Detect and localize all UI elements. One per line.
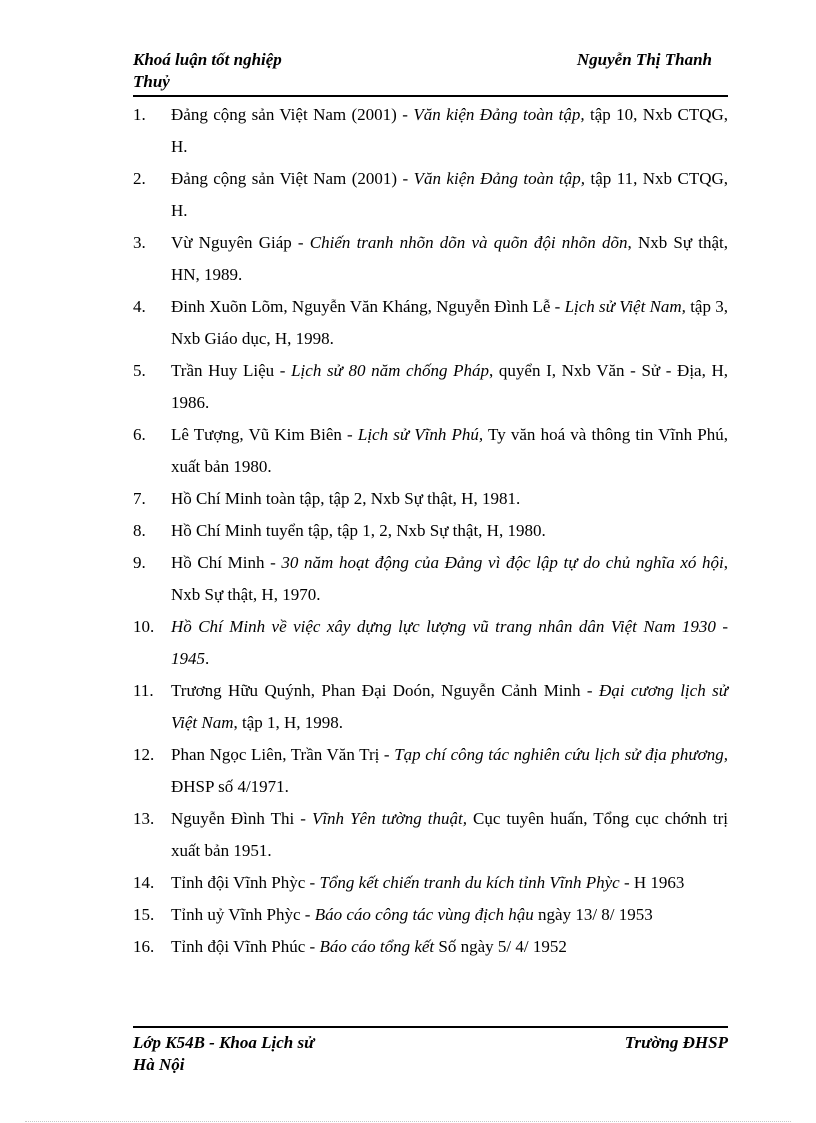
reference-number: 7. [133,489,146,508]
author-name: Nguyễn Thị Thanh [576,50,712,69]
thesis-title: Khoá luận tốt nghiệp [133,50,282,69]
reference-publication: , tập 1, H, 1998. [233,713,344,732]
reference-title: Văn kiện Đảng toàn tập, [413,169,586,188]
reference-title: Đại cương lịch sử Việt Nam [171,681,728,732]
reference-number: 8. [133,521,146,540]
reference-item [133,867,728,899]
reference-item [133,355,728,419]
reference-item [133,291,728,355]
reference-item [133,739,728,803]
reference-number: 14. [133,873,155,892]
reference-publication: ĐHSP số 4/1971. [171,777,289,796]
reference-title: Chiến tranh nhõn dõn và quõn đội nhõn dõn [309,233,628,252]
reference-authors: Tỉnh uỷ Vĩnh Phỳc - [171,905,315,924]
reference-number: 16. [133,937,155,956]
reference-authors: Đinh Xuõn Lõm, Nguyễn Văn Kháng, Nguyễn Đình Lễ - [171,297,565,316]
reference-number: 10. [133,617,155,636]
page-bottom-rule [25,1121,791,1122]
reference-title: Tổng kết chiến tranh du kích tỉnh Vĩnh Phỳc [319,873,620,892]
reference-publication: , Nxb Sự thật, H, 1970. [171,553,728,604]
reference-publication: tập 3, Nxb Giáo dục, H, 1998. [171,297,728,348]
reference-number: 13. [133,809,155,828]
page-header [133,49,728,97]
reference-item [133,227,728,291]
author-name-continued: Thuỷ [133,72,170,91]
reference-authors: Tỉnh đội Vĩnh Phúc - [171,937,320,956]
page-footer [133,1026,728,1080]
reference-title: Văn kiện Đảng toàn tập, [413,105,585,124]
reference-item [133,899,728,931]
reference-item [133,99,728,163]
reference-publication: . [205,649,210,668]
reference-item [133,931,728,963]
reference-title: Lịch sử Vĩnh Phú, [357,425,484,444]
reference-number: 3. [133,233,146,252]
reference-publication: - H 1963 [619,873,685,892]
reference-authors: Trần Huy Liệu - [171,361,292,380]
reference-number: 5. [133,361,146,380]
reference-publication: tập 10, Nxb CTQG, H. [171,105,729,156]
reference-number: 2. [133,169,146,188]
reference-title: Vĩnh Yên tường thuật, [311,809,467,828]
reference-number: 1. [133,105,146,124]
reference-number: 6. [133,425,146,444]
reference-title: Lịch sử Việt Nam, [564,297,686,316]
reference-item [133,611,728,675]
reference-number: 15. [133,905,155,924]
reference-authors: Tỉnh đội Vĩnh Phỳc - [171,873,320,892]
reference-authors: Hồ Chí Minh - [171,553,282,572]
reference-item [133,163,728,227]
reference-item [133,547,728,611]
reference-authors: Vừ Nguyên Giáp - [171,233,310,252]
reference-item [133,419,728,483]
reference-title: Tạp chí công tác nghiên cứu lịch sử địa phương, [394,745,728,764]
reference-authors: Hồ Chí Minh tuyển tập, tập 1, 2, Nxb Sự thật, H, 1980. [171,521,546,540]
reference-authors: Nguyễn Đình Thi - [171,809,312,828]
city-name: Hà Nội [133,1055,185,1074]
school-name: Trường ĐHSP [624,1033,728,1052]
reference-item [133,675,728,739]
reference-authors: Lê Tượng, Vũ Kim Biên - [171,425,358,444]
reference-publication: Ty văn hoá và thông tin Vĩnh Phú, xuất bản 1980. [171,425,729,476]
reference-number: 11. [133,681,154,700]
reference-number: 9. [133,553,146,572]
reference-title: Hồ Chí Minh về việc xây dựng lực lượng vũ trang nhân dân Việt Nam 1930 - 1945 [171,617,728,668]
reference-authors: Đảng cộng sản Việt Nam (2001) - [171,169,414,188]
reference-title: Báo cáo tổng kết [319,937,435,956]
reference-item [133,515,728,547]
class-department: Lớp K54B - Khoa Lịch sử [133,1033,315,1052]
reference-title: Lịch sử 80 năm chống Pháp [291,361,490,380]
reference-title: 30 năm hoạt động của Đảng vì độc lập tự do chủ nghĩa xó hội [281,553,724,572]
reference-authors: Trương Hữu Quýnh, Phan Đại Doón, Nguyễn Cảnh Minh - [171,681,599,700]
reference-authors: Đảng cộng sản Việt Nam (2001) - [171,105,414,124]
reference-publication: Cục tuyên huấn, Tổng cục chớnh trị xuất bản 1951. [171,809,728,860]
reference-publication: , quyển I, Nxb Văn - Sử - Địa, H, 1986. [171,361,728,412]
reference-authors: Hồ Chí Minh toàn tập, tập 2, Nxb Sự thật, H, 1981. [171,489,521,508]
reference-authors: Phan Ngọc Liên, Trần Văn Trị - [171,745,395,764]
reference-publication: tập 11, Nxb CTQG, H. [171,169,729,220]
reference-number: 4. [133,297,146,316]
reference-publication: ngày 13/ 8/ 1953 [533,905,653,924]
reference-title: Báo cáo công tác vùng địch hậu [314,905,534,924]
reference-list [133,99,728,963]
reference-item [133,803,728,867]
reference-number: 12. [133,745,155,764]
reference-publication: , Nxb Sự thật, HN, 1989. [171,233,728,284]
reference-publication: Số ngày 5/ 4/ 1952 [434,937,567,956]
reference-item [133,483,728,515]
